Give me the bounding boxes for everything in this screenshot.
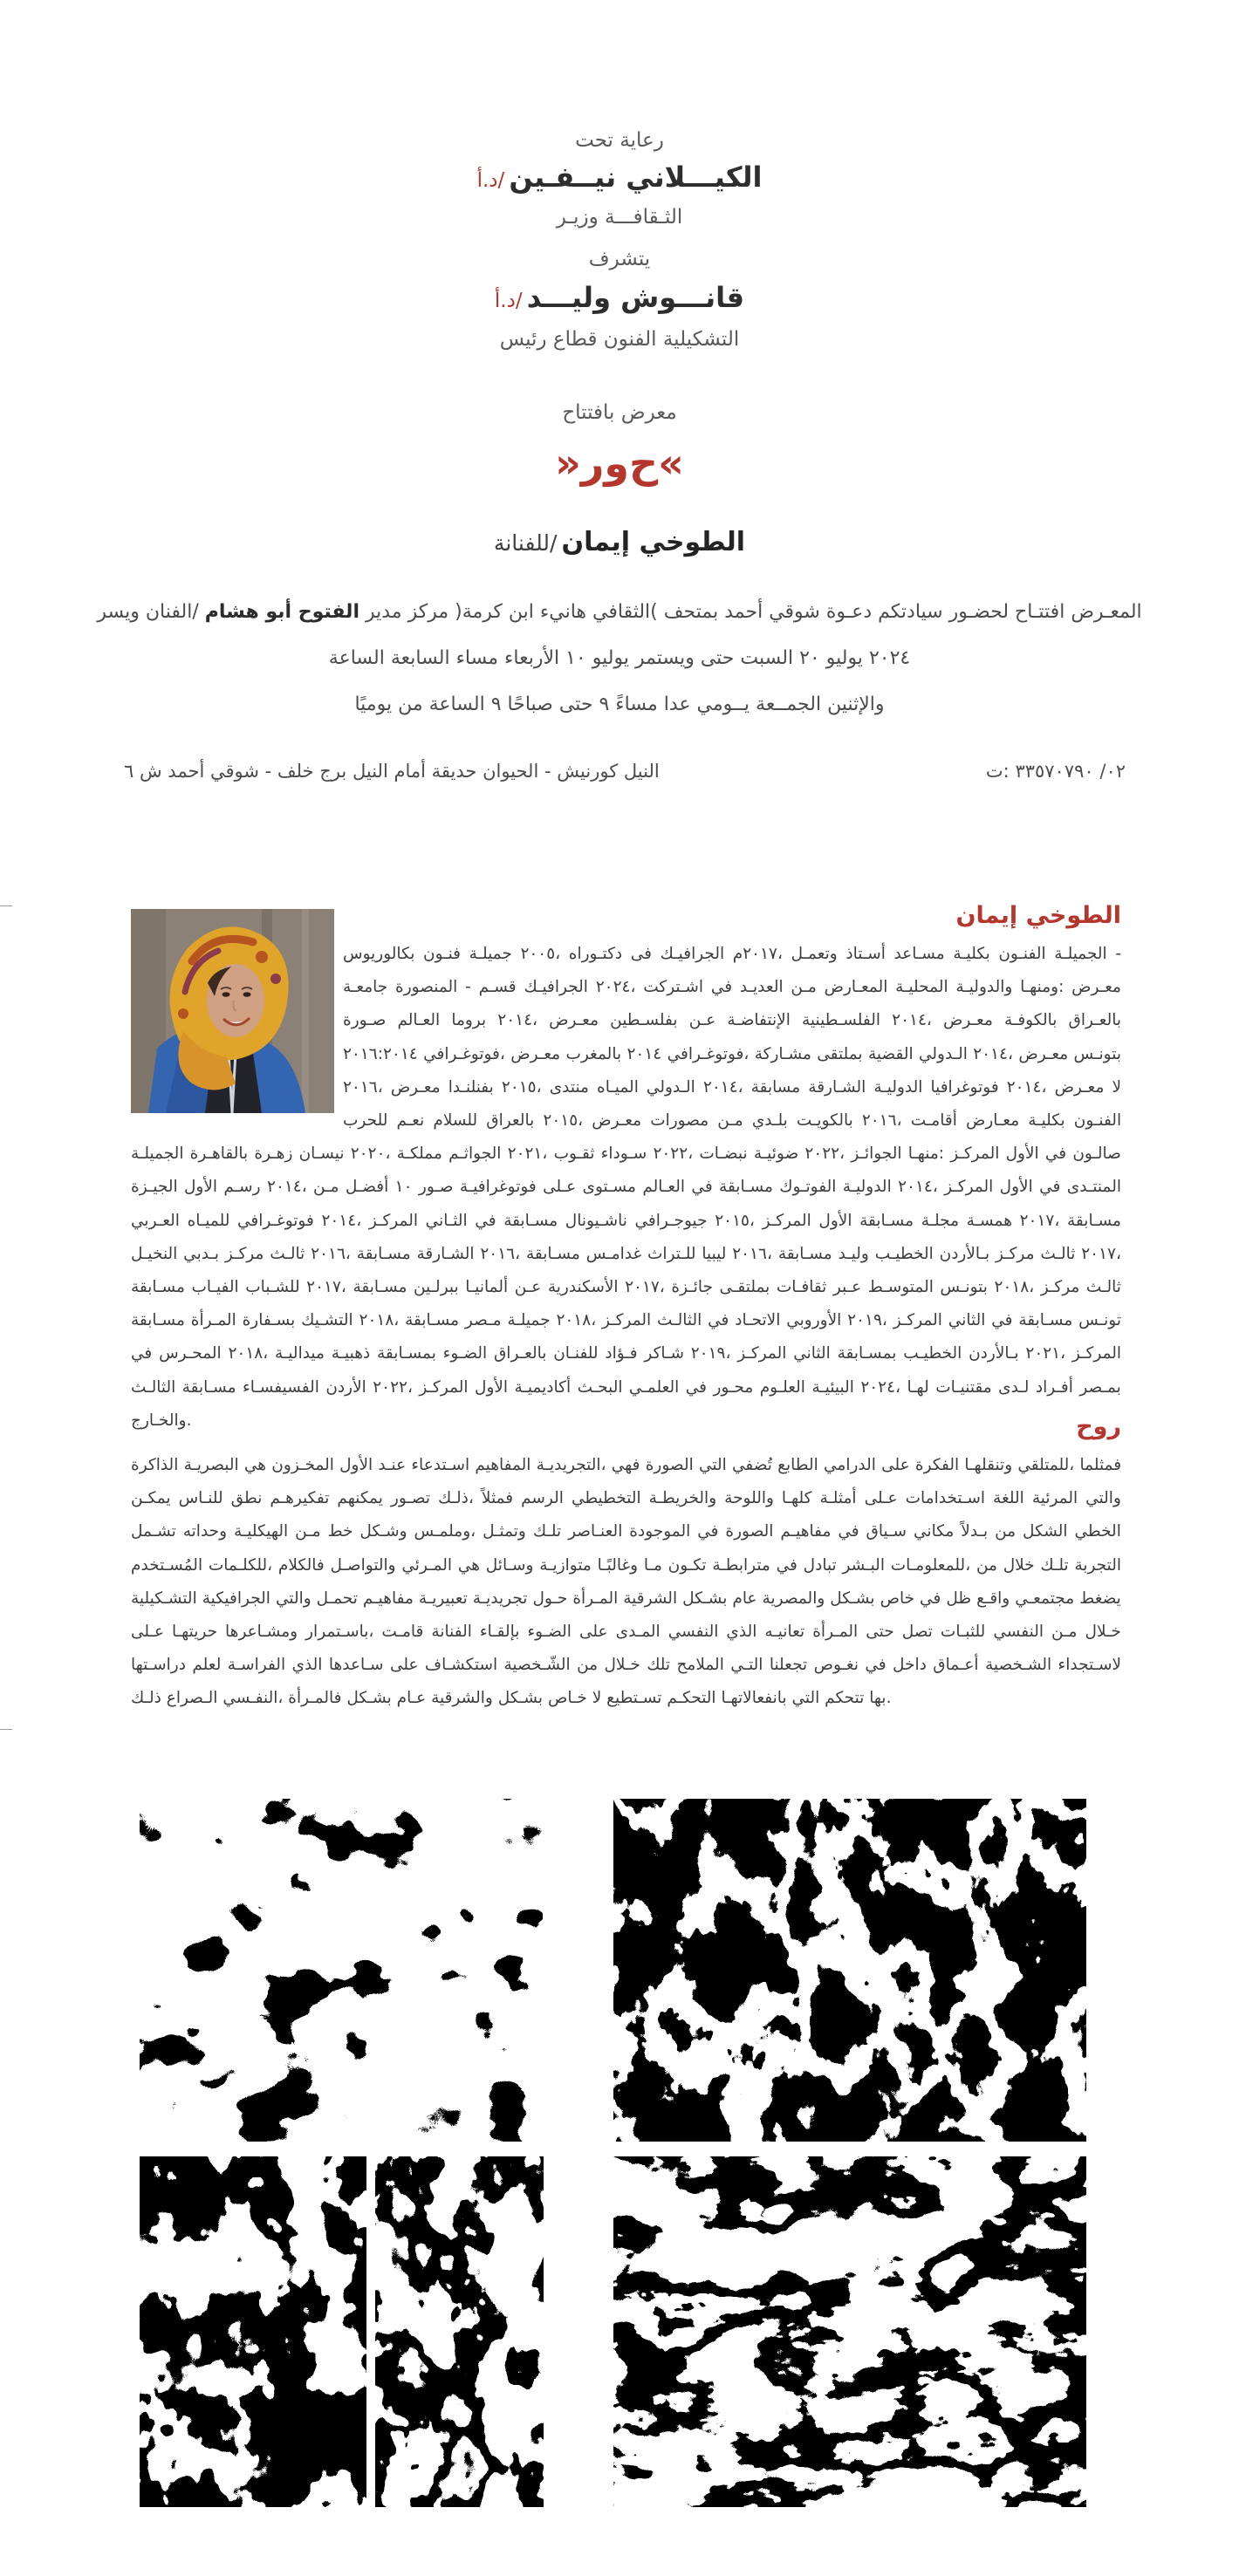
bio-text: بكالوريوس فنـون جميلـة ٢٠٠٥، دكتـوراه فى الجرافيـك ٢٠١٧م، وتعمـل أسـتاذ مسـاعد بكليـة الفنـون الجميلـة - جامعـة المنصورة - قسـم الجرافيـك ٢٠٢٤، اشـتركت في العديـد مـن المعـارض المحليـة والدوليـة ومنهـا: معـرض صـورة العـالم بروما ٢٠١٤، معـرض بفلسـطين عـن الإنتفاضـة الفلسـطينية ٢٠١٤، معـرض بالكوفـة بالعـراق ٢٠١٦:٢٠١٤ فوتوغـرافي، معـرض بالمغرب ٢٠١٤ فوتوغـرافي، مشـاركة بملتقى القضية الـدولي ٢٠١٤، معـرض بتونـس ٢٠١٦، معـرض بفنلنـدا ٢٠١٥، منتدى الميـاه الـدولي ٢٠١٤، مسابقة الشـارقة الدوليـة فوتوغرافيا ٢٠١٤، معـرض لا للحرب نعـم للسلام بالعراق ٢٠١٥، معـرض مصورات مـن بلـدي بالكويـت ٢٠١٦، أقامـت معـارض بكليـة الفنـون الجميلـة بالقاهـرة زهـرة نيسـان ٢٠٢٠، مملكـة الجواثـم ٢٠٢١، ثقـوب سـوداء ٢٠٢٢، نبضـات ضوئيـة ٢٠٢٢، الجوائـز منهـا: المركـز الأول في صالـون الجيـزة الأول رسـم ٢٠١٤، مـن أفضـل ١٠ صـور فوتوغرافيـة عـلى مسـتوى العـالم في مسـابقة الفوتـوك الدوليـة ٢٠١٤، المركـز الأول في المنتـدى العـربي للميـاه فوتوغـرافي ٢٠١٤، المركـز الثـاني في مسـابقة ناشـيونال جيوجـرافي ٢٠١٥، المركـز الأول مسـابقة مجلـة همسـة ٢٠١٧، مسـابقة النخيـل بـدبي مركـز ثالـث ٢٠١٦، مسـابقة الشـارقة ٢٠١٦، مسـابقة غدامـس للـتراث ليبيا ٢٠١٦، مسـابقة وليـد الخطيـب بـالأردن مركـز ثالـث ٢٠١٧، مسـابقة الفيـاب للشـباب ٢٠١٧، مسـابقة ببرلـين ألمانيـا عـن الأسكندرية ٢٠١٧، جائـزة بملتقـى ثقافـات عـبر المتوسـط بتونـس ٢٠١٨، مركـز ثالـث مسـابقة المـرأة بسـفارة التشـيك ٢٠١٨، مسـابقة مـصر جميلـة ٢٠١٨، المركـز الثالـث في الاتحـاد الأوروبي ٢٠١٩، المركـز الثاني في مسـابقة تونـس في المحـرس ٢٠١٨، ميداليـة ذهبيـة بمسـابقة الضـوء بالعـراق للفنـان فـؤاد شـاكر ٢٠١٩، المركـز الثاني بمسـابقة الخطيـب بـالأردن ٢٠٢١، المركـز الثالـث مسـابقة الفسيفسـاء الأردن ٢٠٢٢، المركـز الأول أكاديميـة البحـث العلمـي في محـور العلـوم البيئيـة ٢٠٢٤، لهـا مقتنيـات لـدى أفـراد بمـصر والخـارج. [131, 945, 1122, 1430]
phone-number: ت: ٣٣٥٧٠٧٩٠ /٠٢ [985, 761, 1126, 782]
artist-line [0, 527, 1239, 557]
artwork-gallery [0, 1799, 1239, 2510]
artist-label: للفنانة/ [493, 530, 558, 556]
honored-label: يتشرف [588, 248, 651, 270]
sector-head-name: وليـــد قانـــوش [526, 281, 745, 314]
address-text: ٦ ش أحمد شوقي - خلف برج النيل أمام حديقة الحيوان - كورنيش النيل [124, 761, 660, 782]
invitation-body-line2: الساعة السابعة مساء الأربعاء ١٠ يوليو ويستمر حتى السبت ٢٠ يوليو ٢٠٢٤ [328, 647, 911, 669]
statement-heading: روح [1076, 1413, 1121, 1440]
artist-photo-image [131, 909, 334, 1113]
invitation-text: مدير مركز (كرمة ابن هانيء الثقافي) بمتحف أحمد شوقي دعـوة سيادتكم لحضـور افتتـاح المعـرض [365, 601, 1142, 623]
statement-text: الذاكرة البصريـة هي المخـزون الأول عنـد اسـتدعاء المفاهيم التجريديـة، فهي الصورة التي تُضفي الطابع الدرامي على الفكرة وتنقلهـا للمتلقي، فمثلما يمكـن للنـاس نطق تفكيرهـم يمكنهم تصـور ذلـك، فمثلاً الرسم التخطيطي والخريطـة واللوحة كلهـا أمثلـة عـلى اسـتخدامات اللغة المرئية والتي تشـمل وحداته الهيكليـة مـن خط وشـكل وملمـس، وتمثـل تلـك العنـاصر الموجودة في الصورة مفاهيـم في سـياق مكاني بـدلاً من الشكل الخطي المُسـتخدم للكلـمات، فالكلام والتواصـل المـرئي هي وسـائل متوازيـة وغالبًـا مـا تكـون مترابطـة في تبادل البـشر للمعلومـات، من خلال تلـك التجربة التشـكيلية الجرافيكية والتي تحمـل مفاهيـم تعبيريـة تجريديـة حـول المـرأة الشرقية بشـكل عام والمصرية بشـكل خاص في ظل واقـع مجتمعـي يضغط عـلى حريتهـا ومشـاعرها باسـتمرار، قامـت الفنانة بإلقـاء الضـوء على المـدى النفسي الذي تعانيـه المـرأة حتى تصل للثبـات النفسي مـن خـلال دراسـتها لعلم الفراسـة الذي سـاعدها على استكشـاف الشّـخصية من خـلال تلك الملامح التـي تجعلنا نغـوص في داخل أعـماق الشـخصية لاسـتجداء ذلـك الـصراع النفـسي، فالمـرأة بشـكل عـام والشرقية بشـكل خـاص لا تسـتطيع التحكـم بانفعالاتهـا التي تتحكم بها. [131, 1456, 1122, 1708]
address-row [124, 761, 1126, 782]
minister-name: نيــفـين الكيـــلاني [509, 161, 763, 194]
minister-name-line [0, 161, 1239, 194]
statement-section [131, 1413, 1121, 1795]
artist-photo [131, 909, 334, 1113]
bio-heading: إيمان الطوخي [955, 902, 1121, 929]
artwork-2 [613, 1799, 1086, 2142]
artwork-3 [140, 2156, 366, 2507]
minister-title: وزيـر الثـقافـــة [556, 206, 683, 229]
invitation-body-line1 [0, 589, 1239, 635]
host-name: هشام أبو الفتوح [204, 601, 359, 623]
artwork-4 [375, 2156, 544, 2507]
host-label: ويسر الفنان/ [97, 601, 199, 623]
sector-head-name-line [0, 281, 1239, 314]
patronage-label: تحت رعاية [575, 129, 664, 152]
artist-name: إيمان الطوخي [561, 527, 746, 557]
sector-head-prefix: أ.د/ [494, 290, 523, 312]
opening-label: بافتتاح معرض [562, 401, 677, 424]
exhibition-title: «روح» [555, 440, 684, 487]
invitation-section [0, 0, 1239, 782]
artwork-5 [613, 2156, 1086, 2507]
invitation-body-line3: يوميًا من الساعة ٩ صباحًا حتى ٩ مساءً عدا يــومي الجمــعة والإثنين [354, 694, 885, 715]
crop-tick-top [0, 905, 12, 906]
invitation-body [0, 589, 1239, 728]
artwork-1 [140, 1799, 543, 2142]
crop-tick-bottom [0, 1729, 12, 1730]
minister-prefix: أ.د/ [476, 169, 505, 192]
sector-head-title: رئيس قطاع الفنون التشكيلية [499, 328, 740, 351]
